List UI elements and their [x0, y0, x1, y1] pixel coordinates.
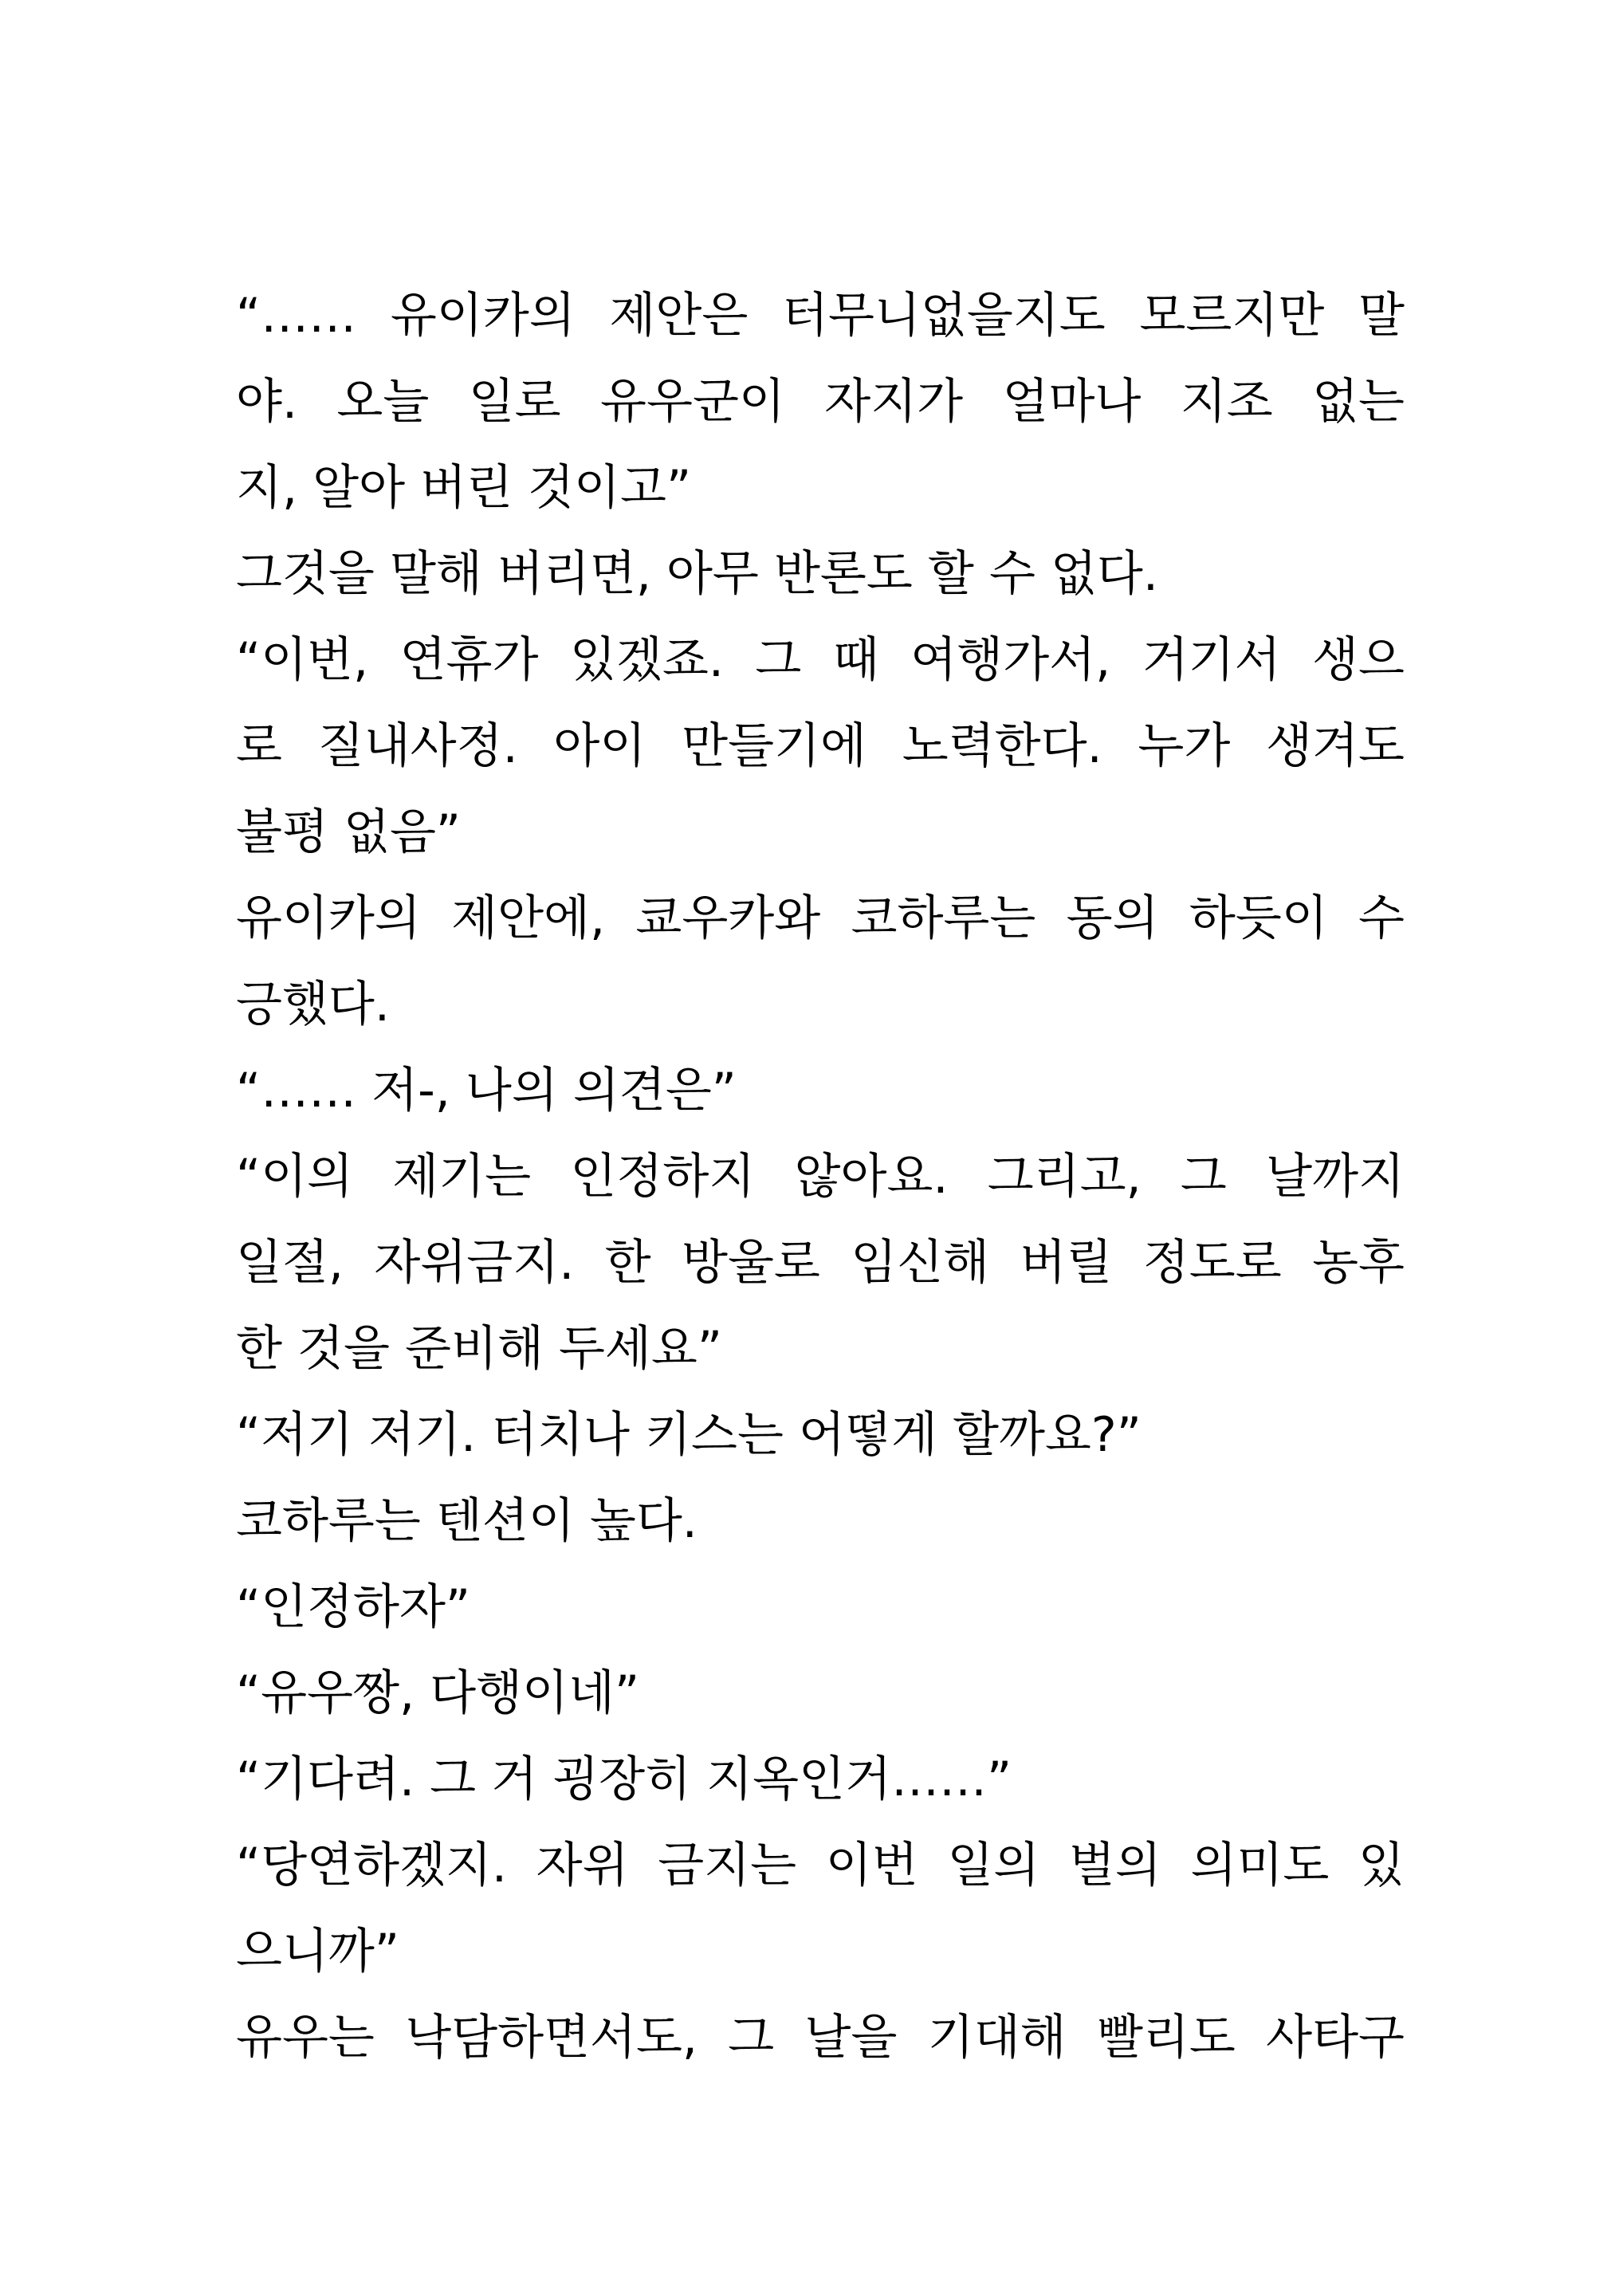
text-line: 불평 없음” — [236, 804, 461, 860]
body-text — [236, 273, 1405, 2081]
text-line: 긍했다. — [236, 977, 390, 1032]
text-line: “당연하겠지. 자위 금지는 이번 일의 벌의 의미도 있 — [236, 1838, 1405, 1893]
text-line: 그것을 말해 버리면, 아무 반론도 할 수 없다. — [236, 546, 1158, 602]
text-line: 코하루는 텐션이 높다. — [236, 1493, 698, 1549]
text-line: 한 것을 준비해 두세요” — [236, 1321, 722, 1377]
text-line: “…… 유이카의 제안은 터무니없을지도 모르지만 말 — [236, 288, 1405, 344]
text-line: “이의 제기는 인정하지 않아요. 그리고, 그 날까지 — [236, 1149, 1405, 1205]
text-line: 야. 오늘 일로 유우군이 자지가 얼마나 지조 없는 — [236, 374, 1405, 430]
text-line: 유이카의 제안에, 쿄우카와 코하루는 동의 하듯이 수 — [236, 890, 1405, 946]
text-line: 일절, 자위금지. 한 방울로 임신해 버릴 정도로 농후 — [236, 1235, 1405, 1291]
text-line: “이번, 연휴가 있겠죠. 그 때 여행가서, 거기서 생으 — [236, 632, 1405, 688]
text-line: 로 질내사정. 아이 만들기에 노력한다. 누가 생겨도 — [236, 718, 1405, 774]
text-line: “…… 저-, 나의 의견은” — [236, 1063, 737, 1119]
text-line: “기다려. 그 거 굉장히 지옥인거……” — [236, 1751, 1012, 1807]
text-line: 유우는 낙담하면서도, 그 날을 기대해 빨리도 사타구 — [236, 2010, 1405, 2066]
text-line: 으니까” — [236, 1924, 399, 1980]
text-line: “유우짱, 다행이네” — [236, 1665, 640, 1721]
text-line: 지, 알아 버린 것이고” — [236, 460, 692, 516]
text-line: “저기 저기. 터치나 키스는 어떻게 할까요?” — [236, 1407, 1142, 1463]
text-line: “인정하자” — [236, 1579, 471, 1635]
